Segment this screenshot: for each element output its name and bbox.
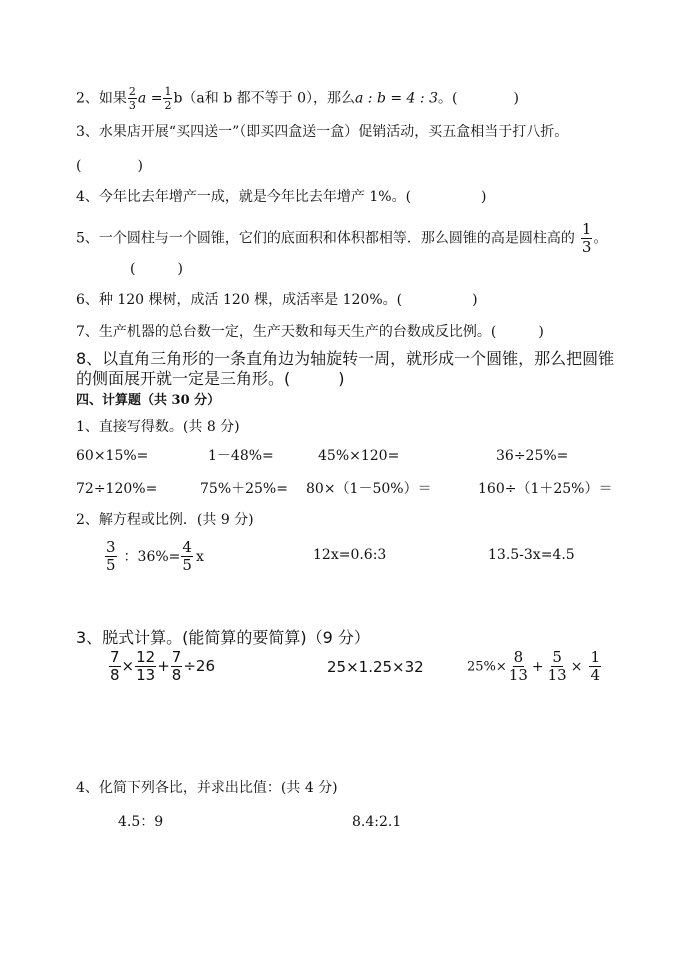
fraction-1-3: $\frac{1}{3}$ (581, 220, 592, 256)
q2-prefix: 2、如果 (76, 90, 127, 107)
fraction-12-13: $\frac{12}{13}$ (136, 648, 156, 684)
q5-answer-blank[interactable]: ( ) (130, 261, 183, 277)
section-4-heading: 四、计算题（共 30 分） (76, 393, 221, 408)
calc-45x120: 45%×120= (318, 448, 400, 464)
fraction-1-2: $\frac{1}{2}$ (164, 85, 172, 112)
fraction-8-13: $\frac{8}{13}$ (508, 648, 528, 684)
part-3-title: 3、脱式计算。(能简算的要简算)（9 分） (76, 628, 370, 647)
eq1-middle: ：36%= (123, 548, 181, 565)
e1-op-plus: + (157, 657, 170, 675)
e3-head: 25%× (467, 659, 507, 675)
e3-op-times: × (570, 658, 583, 675)
part-4-title: 4、化简下列各比，并求出比值：(共 4 分) (76, 780, 338, 796)
q2-condition: b（a和 b 都不等于 0），那么 (173, 90, 355, 107)
equation-1 (104, 540, 204, 573)
fraction-2-3: $\frac{2}{3}$ (128, 85, 136, 112)
part-2-title: 2、解方程或比例．(共 9 分) (76, 512, 254, 528)
part-1-title: 1、直接写得数。(共 8 分) (76, 419, 240, 435)
q2-a-equals: a = (137, 90, 163, 107)
calc-80x-1-minus-50: 80×（1－50%）＝ (306, 481, 432, 497)
q2-ratio: a : b = 4 : 3 (354, 90, 438, 107)
question-2 (76, 86, 519, 111)
calc-160-div-1-plus-25: 160÷（1＋25%）＝ (478, 481, 613, 497)
q2-answer-blank[interactable]: 。( ) (437, 90, 519, 107)
question-5 (76, 222, 607, 255)
fraction-7-8-b: $\frac{7}{8}$ (171, 648, 182, 684)
question-7: 7、生产机器的总台数一定，生产天数和每天生产的台数成反比例。( ) (76, 324, 544, 340)
calc-1-minus-48: 1－48%= (208, 448, 274, 464)
equation-2: 12x=0.6:3 (313, 547, 387, 563)
question-8-line-2: 的侧面展开就一定是三角形。( ) (76, 369, 345, 388)
fraction-5-13: $\frac{5}{13}$ (547, 648, 567, 684)
fraction-4-5: $\frac{4}{5}$ (182, 538, 192, 574)
question-4: 4、今年比去年增产一成，就是今年比去年增产 1%。( ) (76, 189, 487, 205)
fraction-1-4: $\frac{1}{4}$ (590, 648, 600, 684)
fraction-7-8: $\frac{7}{8}$ (110, 648, 120, 684)
q3-answer-blank[interactable]: ( ) (76, 158, 143, 174)
q5-text: 5、一个圆柱与一个圆锥，它们的底面积和体积都相等．那么圆锥的高是圆柱高的 (76, 230, 575, 247)
calc-60x15: 60×15%= (76, 448, 149, 464)
calc-75-plus-25: 75%＋25%= (200, 481, 288, 497)
expression-3 (467, 650, 602, 683)
expression-2: 25×1.25×32 (327, 658, 424, 676)
e1-tail: ÷26 (183, 657, 215, 675)
fraction-3-5: $\frac{3}{5}$ (106, 538, 116, 574)
equation-3: 13.5-3x=4.5 (488, 547, 575, 563)
eq1-variable: x (195, 548, 204, 565)
ratio-1: 4.5：9 (118, 814, 164, 830)
question-8-line-1: 8、以直角三角形的一条直角边为轴旋转一周，就形成一个圆锥，那么把圆锥 (76, 349, 615, 368)
q5-end: 。 (593, 230, 608, 247)
question-3: 3、水果店开展“买四送一”（即买四盒送一盒）促销活动，买五盒相当于打八折。 (76, 124, 569, 140)
e3-op-plus: + (531, 658, 544, 675)
expression-1 (108, 650, 215, 683)
e1-op-times: × (121, 657, 135, 675)
question-6: 6、种 120 棵树，成活 120 棵，成活率是 120%。( ) (76, 292, 478, 308)
calc-36-div-25: 36÷25%= (496, 448, 569, 464)
calc-72-div-120: 72÷120%= (76, 481, 158, 497)
ratio-2: 8.4:2.1 (352, 814, 402, 830)
